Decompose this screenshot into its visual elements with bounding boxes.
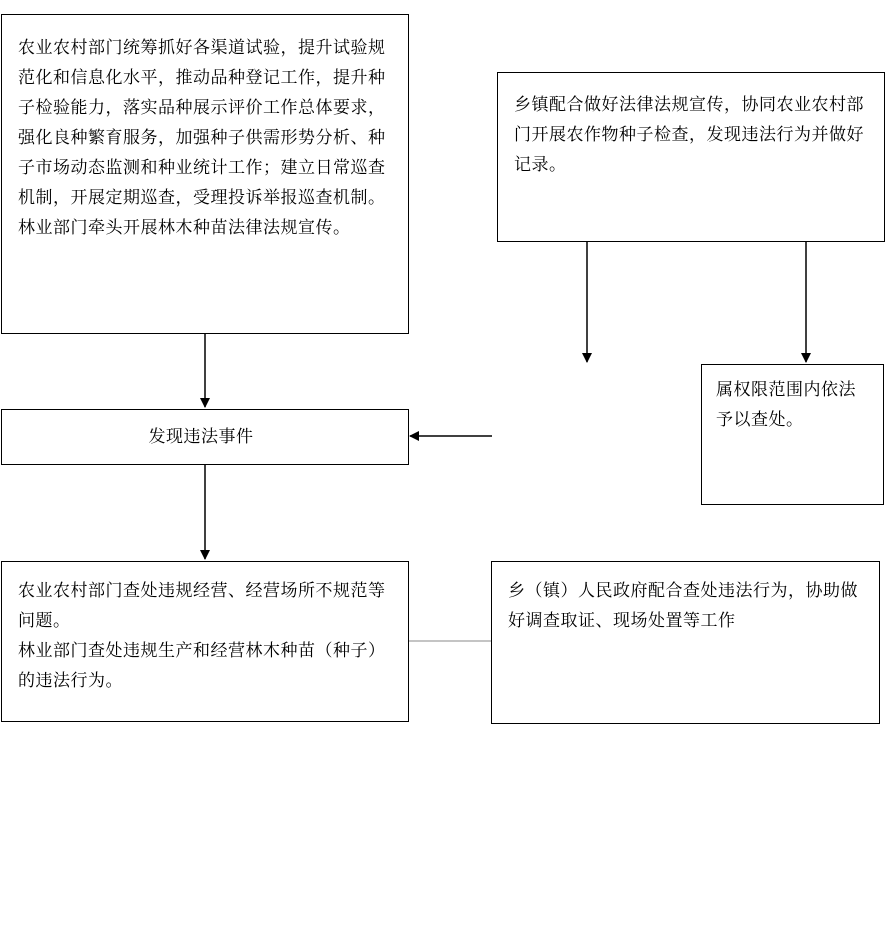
violation-found-box [1,409,409,465]
township-assist-box [491,561,880,724]
agri-duties-box [1,14,409,334]
township-assist-text: 乡（镇）人民政府配合查处违法行为，协助做好调查取证、现场处置等工作 [508,581,858,631]
forestry-handle-text: 林业部门查处违规生产和经营林木种苗（种子）的违法行为。 [18,641,386,691]
township-cooperate-box [497,72,885,242]
forestry-promo-text: 林业部门牵头开展林木种苗法律法规宣传。 [18,218,351,238]
agri-duties-text: 农业农村部门统筹抓好各渠道试验，提升试验规范化和信息化水平，推动品种登记工作，提升种子检验能力，落实品种展示评价工作总体要求，强化良种繁育服务，加强种子供需形势分析、种子市场动态监测和种业统计工作；建立日常巡查机制，开展定期巡查，受理投诉举报巡查机制。 [18,38,386,208]
within-authority-text: 属权限范围内依法予以查处。 [716,380,856,430]
agri-handle-text: 农业农村部门查处违规经营、经营场所不规范等问题。 [18,581,386,631]
within-authority-box [701,364,884,505]
violation-found-text: 发现违法事件 [148,427,254,447]
dept-handle-box [1,561,409,722]
township-cooperate-text: 乡镇配合做好法律法规宣传，协同农业农村部门开展农作物种子检查，发现违法行为并做好记录。 [514,95,864,175]
